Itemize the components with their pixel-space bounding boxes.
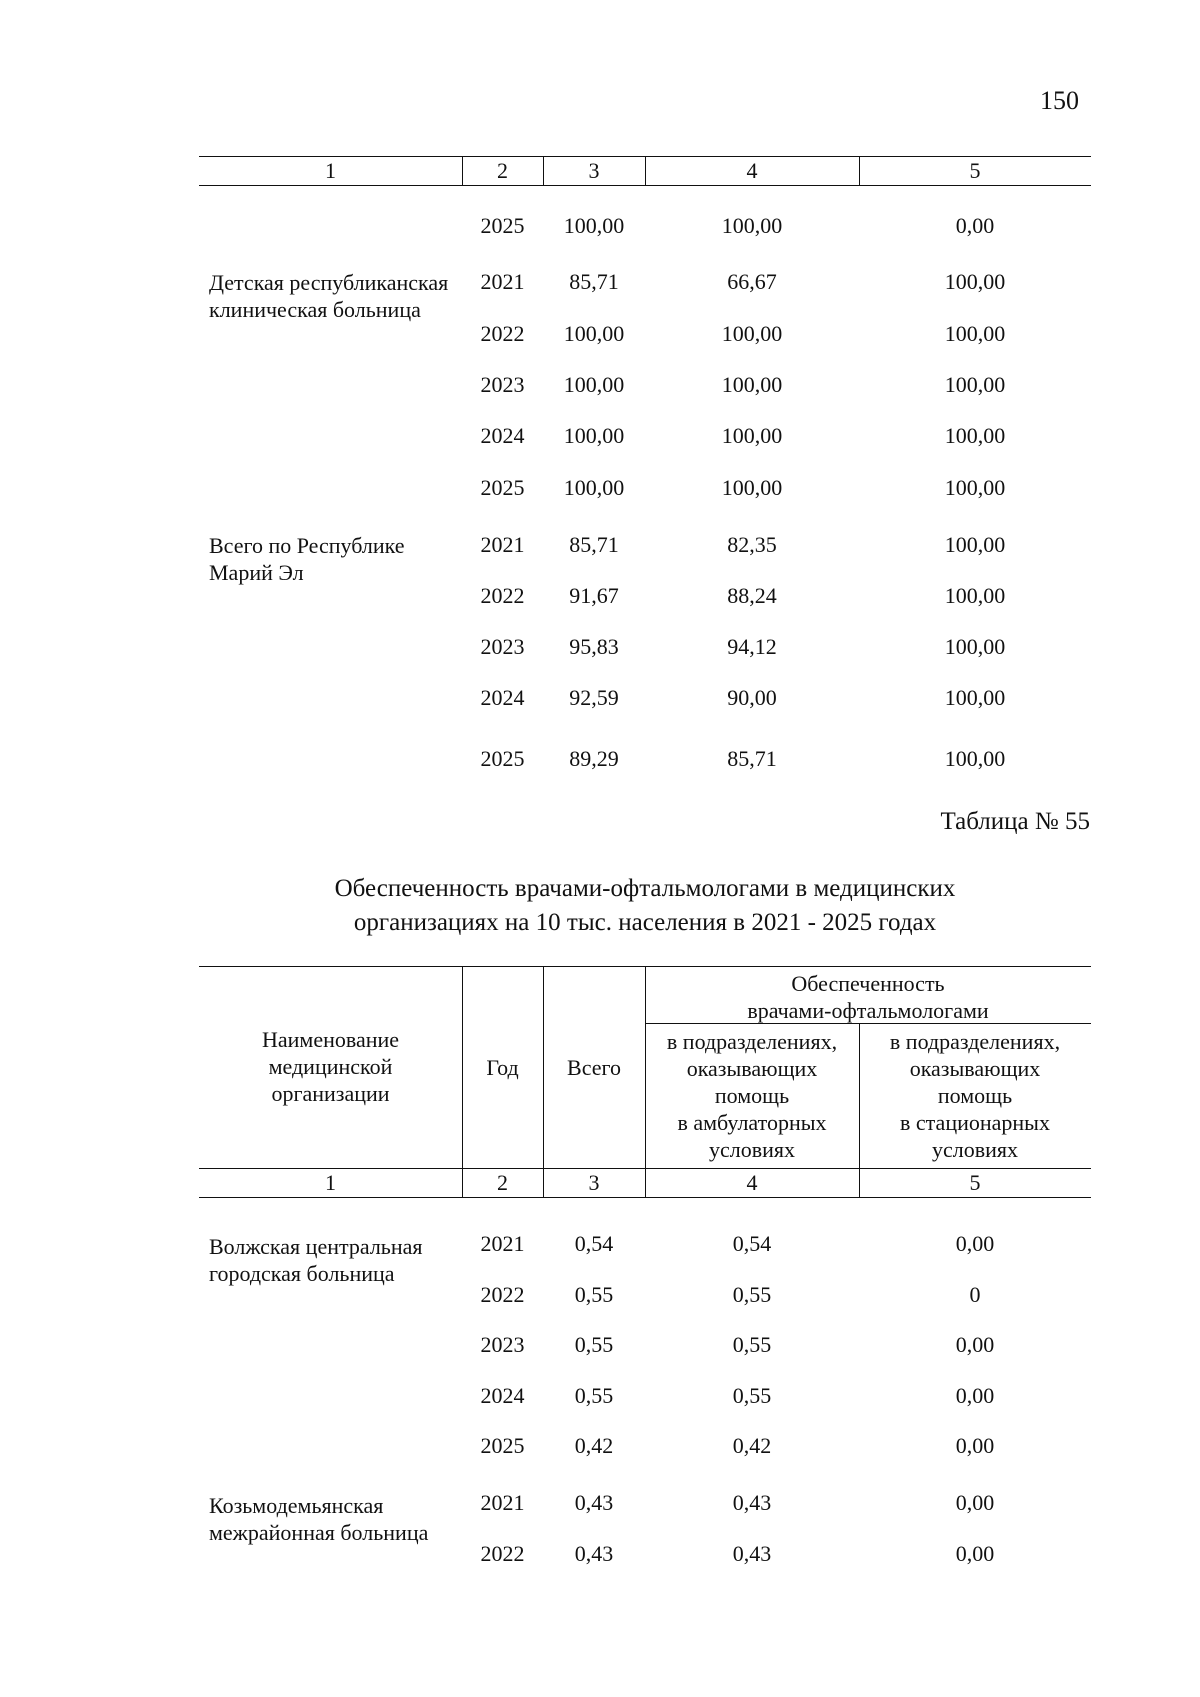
cell-total: 0,55 [574, 1383, 614, 1408]
t55-column-number-2: 2 [497, 1170, 508, 1195]
cell-ambulatory: 0,55 [732, 1383, 772, 1408]
cell-year: 2025 [480, 475, 525, 500]
t55-column-number-5: 5 [969, 1170, 981, 1195]
cell-ambulatory: 0,43 [732, 1490, 772, 1515]
column-number-2: 2 [497, 158, 508, 183]
cell-total: 0,43 [574, 1541, 614, 1566]
organization-name: Козьмодемьянская межрайонная больница [209, 1493, 429, 1545]
cell-total: 100,00 [563, 475, 625, 500]
cell-ambulatory: 88,24 [727, 583, 777, 608]
table-title-line-1: Обеспеченность врачами-офтальмологами в медицинских [334, 875, 956, 902]
header-inpatient-line: помощь [937, 1083, 1013, 1108]
cell-year: 2021 [480, 1490, 525, 1515]
cell-ambulatory: 94,12 [727, 634, 777, 659]
column-divider [462, 966, 463, 1197]
t55-column-number-4: 4 [746, 1170, 758, 1195]
cell-ambulatory: 0,54 [732, 1231, 772, 1256]
table-label: Таблица № 55 [940, 808, 1090, 835]
table-title [199, 872, 1091, 940]
cell-ambulatory: 100,00 [721, 475, 783, 500]
header-ambulatory-line: условиях [708, 1137, 796, 1162]
header-org-name-line: Наименование [261, 1027, 400, 1052]
cell-ambulatory: 100,00 [721, 321, 783, 346]
organization-name: Детская республиканская клиническая больница [209, 270, 449, 322]
header-inpatient [859, 1028, 1091, 1163]
header-total: Всего [567, 1055, 621, 1080]
cell-year: 2025 [480, 1433, 525, 1458]
cell-total: 100,00 [563, 423, 625, 448]
header-org-name [199, 1026, 462, 1107]
cell-total: 0,42 [574, 1433, 614, 1458]
cell-inpatient: 100,00 [944, 532, 1006, 557]
cell-inpatient: 100,00 [944, 475, 1006, 500]
cell-inpatient: 100,00 [944, 685, 1006, 710]
cell-year: 2021 [480, 1231, 525, 1256]
header-inpatient-line: в стационарных [900, 1110, 1050, 1135]
cell-inpatient: 100,00 [944, 746, 1006, 771]
cell-year: 2023 [480, 634, 525, 659]
header-ambulatory [645, 1028, 859, 1163]
cell-year: 2022 [480, 583, 525, 608]
cell-year: 2022 [480, 321, 525, 346]
table-title-line-2: организациях на 10 тыс. населения в 2021 - 2025 годах [353, 909, 937, 936]
cell-year: 2025 [480, 213, 525, 238]
t55-column-number-3: 3 [588, 1170, 600, 1195]
organization-name: Волжская центральная городская больница [209, 1234, 423, 1286]
cell-inpatient: 100,00 [944, 269, 1006, 294]
cell-inpatient: 0 [969, 1282, 981, 1307]
cell-total: 92,59 [569, 685, 619, 710]
cell-year: 2024 [480, 423, 525, 448]
cell-total: 0,55 [574, 1282, 614, 1307]
cell-year: 2024 [480, 685, 525, 710]
column-number-5: 5 [969, 158, 981, 183]
cell-inpatient: 0,00 [955, 213, 995, 238]
cell-year: 2022 [480, 1541, 525, 1566]
column-divider [543, 966, 544, 1197]
header-group-line: Обеспеченность [791, 971, 945, 996]
header-ambulatory-line: оказывающих [686, 1056, 818, 1081]
header-ambulatory-line: в подразделениях, [666, 1029, 838, 1054]
header-inpatient-line: оказывающих [909, 1056, 1041, 1081]
cell-inpatient: 100,00 [944, 634, 1006, 659]
cell-ambulatory: 100,00 [721, 423, 783, 448]
cell-year: 2022 [480, 1282, 525, 1307]
cell-total: 0,54 [574, 1231, 614, 1256]
cell-ambulatory: 66,67 [727, 269, 777, 294]
cell-year: 2025 [480, 746, 525, 771]
cell-year: 2024 [480, 1383, 525, 1408]
cell-ambulatory: 0,55 [732, 1332, 772, 1357]
cell-total: 100,00 [563, 321, 625, 346]
cell-ambulatory: 100,00 [721, 213, 783, 238]
header-inpatient-line: в подразделениях, [889, 1029, 1061, 1054]
cell-ambulatory: 0,55 [732, 1282, 772, 1307]
table-header-bottom-border [199, 185, 1091, 186]
organization-name: Всего по Республике Марий Эл [209, 533, 405, 585]
cell-year: 2021 [480, 532, 525, 557]
cell-ambulatory: 82,35 [727, 532, 777, 557]
column-number-4: 4 [746, 158, 758, 183]
cell-total: 95,83 [569, 634, 619, 659]
cell-total: 85,71 [569, 269, 619, 294]
cell-total: 89,29 [569, 746, 619, 771]
cell-inpatient: 100,00 [944, 583, 1006, 608]
t55-column-number-1: 1 [325, 1170, 336, 1195]
cell-inpatient: 100,00 [944, 423, 1006, 448]
cell-total: 0,55 [574, 1332, 614, 1357]
cell-inpatient: 0,00 [955, 1541, 995, 1566]
column-number-1: 1 [325, 158, 336, 183]
cell-inpatient: 100,00 [944, 321, 1006, 346]
header-inpatient-line: условиях [931, 1137, 1019, 1162]
cell-total: 100,00 [563, 213, 625, 238]
header-group-line: врачами-офтальмологами [747, 998, 989, 1023]
cell-inpatient: 0,00 [955, 1490, 995, 1515]
header-ambulatory-line: помощь [714, 1083, 790, 1108]
cell-year: 2023 [480, 1332, 525, 1357]
cell-ambulatory: 0,42 [732, 1433, 772, 1458]
cell-total: 91,67 [569, 583, 619, 608]
cell-total: 100,00 [563, 372, 625, 397]
cell-inpatient: 0,00 [955, 1433, 995, 1458]
cell-ambulatory: 85,71 [727, 746, 777, 771]
cell-inpatient: 100,00 [944, 372, 1006, 397]
cell-inpatient: 0,00 [955, 1231, 995, 1256]
cell-ambulatory: 100,00 [721, 372, 783, 397]
cell-inpatient: 0,00 [955, 1332, 995, 1357]
table55-number-row-bottom [199, 1197, 1091, 1198]
cell-inpatient: 0,00 [955, 1383, 995, 1408]
cell-year: 2023 [480, 372, 525, 397]
cell-ambulatory: 90,00 [727, 685, 777, 710]
header-org-name-line: организации [271, 1081, 390, 1106]
header-org-name-line: медицинской [268, 1054, 393, 1079]
header-year: Год [486, 1055, 519, 1080]
cell-year: 2021 [480, 269, 525, 294]
cell-total: 0,43 [574, 1490, 614, 1515]
column-number-3: 3 [588, 158, 600, 183]
header-group [645, 970, 1091, 1024]
header-ambulatory-line: в амбулаторных [677, 1110, 827, 1135]
cell-ambulatory: 0,43 [732, 1541, 772, 1566]
cell-total: 85,71 [569, 532, 619, 557]
page-number: 150 [1040, 86, 1079, 115]
